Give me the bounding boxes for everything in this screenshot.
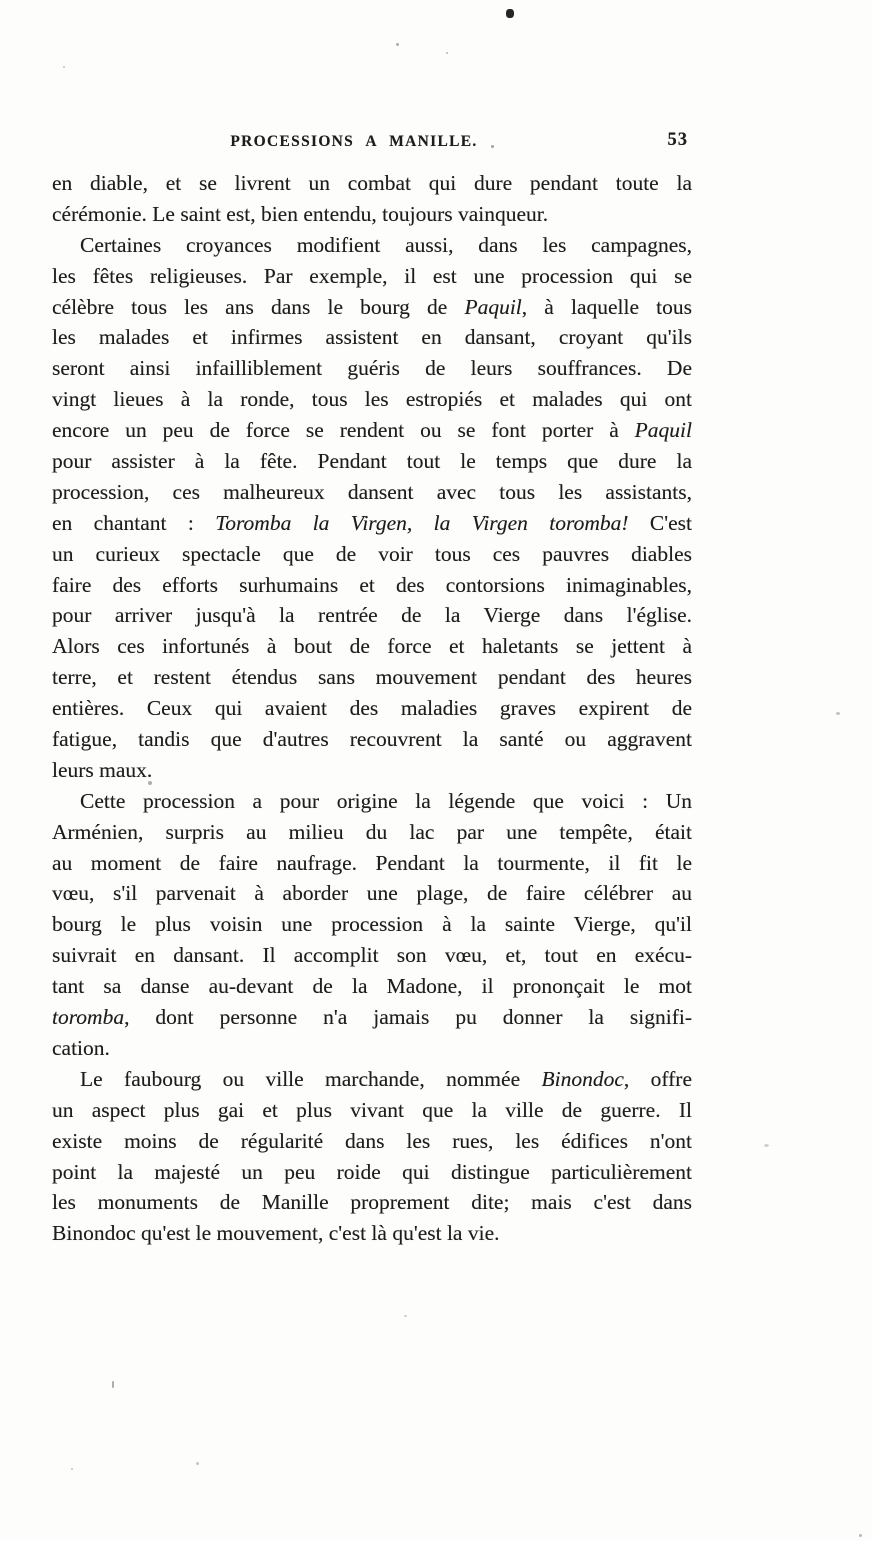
- text-segment: pour arriver jusqu'à la rentrée de la Vierge dans l'église.: [52, 603, 692, 628]
- text-segment: les monuments de Manille proprement dite; mais c'est dans: [52, 1190, 692, 1215]
- text-line: [52, 415, 692, 446]
- text-line: [52, 477, 692, 508]
- text-line: [52, 1126, 692, 1157]
- scan-speck: [836, 712, 840, 715]
- text-line: [52, 322, 692, 353]
- page-body: [52, 168, 692, 1249]
- text-segment: un curieux spectacle que de voir tous ces pauvres diables: [52, 541, 692, 566]
- text-segment: pour assister à la fête. Pendant tout le temps que dure la: [52, 449, 692, 474]
- text-segment: célèbre tous les ans dans le bourg de: [52, 294, 465, 319]
- scan-speck: [396, 43, 399, 46]
- scan-speck: [112, 1381, 114, 1388]
- text-segment: vingt lieues à la ronde, tous les estropiés et malades qui ont: [52, 387, 692, 412]
- text-segment: Binondoc qu'est le mouvement, c'est là qu'est la vie.: [52, 1221, 500, 1246]
- scan-speck: [764, 1144, 769, 1147]
- scan-speck: [71, 1468, 73, 1470]
- text-segment: bourg le plus voisin une procession à la sainte Vierge, qu'il: [52, 912, 692, 937]
- text-line: [52, 631, 692, 662]
- text-line: [52, 199, 692, 230]
- text-line: [52, 1033, 692, 1064]
- italic-text: Paquil: [634, 418, 692, 443]
- text-line: [52, 1218, 692, 1249]
- text-line: [52, 940, 692, 971]
- text-segment: , offre: [623, 1066, 692, 1091]
- text-line: [52, 724, 692, 755]
- text-line: [52, 230, 692, 261]
- text-segment: vœu, s'il parvenait à aborder une plage, de faire célébrer au: [52, 881, 692, 906]
- scan-speck: [491, 145, 494, 148]
- text-line: [52, 693, 692, 724]
- text-line: [52, 353, 692, 384]
- text-line: [52, 1187, 692, 1218]
- text-segment: leurs maux.: [52, 757, 153, 782]
- scan-speck: [506, 9, 514, 18]
- text-segment: point la majesté un peu roide qui distingue particulièrement: [52, 1159, 692, 1184]
- text-segment: suivrait en dansant. Il accomplit son vœu, et, tout en exécu-: [52, 943, 692, 968]
- italic-text: Binondoc: [541, 1066, 624, 1091]
- text-line: [52, 971, 692, 1002]
- text-line: [52, 786, 692, 817]
- text-segment: cation.: [52, 1035, 110, 1060]
- italic-text: Paquil: [464, 294, 522, 319]
- paragraph: [52, 786, 692, 1064]
- text-line: [52, 261, 692, 292]
- text-segment: Arménien, surpris au milieu du lac par une tempête, était: [52, 819, 692, 844]
- text-segment: fatigue, tandis que d'autres recouvrent la santé ou aggravent: [52, 727, 692, 752]
- text-segment: les malades et infirmes assistent en dansant, croyant qu'ils: [52, 325, 692, 350]
- scan-speck: [148, 781, 152, 785]
- text-line: [52, 1002, 692, 1033]
- text-segment: C'est: [628, 510, 692, 535]
- text-segment: Alors ces infortunés à bout de force et haletants se jettent à: [52, 634, 692, 659]
- scan-speck: [446, 52, 448, 54]
- text-line: [52, 817, 692, 848]
- text-line: [52, 508, 692, 539]
- text-segment: encore un peu de force se rendent ou se font porter à: [52, 418, 635, 443]
- paragraph: [52, 168, 692, 230]
- text-line: [52, 848, 692, 879]
- text-segment: existe moins de régularité dans les rues, les édifices n'ont: [52, 1128, 692, 1153]
- text-line: [52, 600, 692, 631]
- text-line: [52, 909, 692, 940]
- text-line: [52, 878, 692, 909]
- text-line: [52, 539, 692, 570]
- text-segment: les fêtes religieuses. Par exemple, il est une procession qui se: [52, 263, 692, 288]
- text-line: [52, 662, 692, 693]
- text-segment: , dont personne n'a jamais pu donner la signifi-: [124, 1005, 692, 1030]
- text-segment: au moment de faire naufrage. Pendant la tourmente, il fit le: [52, 850, 692, 875]
- text-line: [52, 168, 692, 199]
- italic-text: Toromba la Virgen, la Virgen toromba!: [215, 510, 629, 535]
- text-line: [52, 1064, 692, 1095]
- text-line: [52, 446, 692, 477]
- text-segment: , à laquelle tous: [521, 294, 692, 319]
- scan-speck: [196, 1462, 199, 1465]
- text-line: [52, 384, 692, 415]
- text-line: [52, 1095, 692, 1126]
- paragraph: [52, 230, 692, 786]
- page-number: 53: [667, 130, 688, 150]
- text-line: [52, 292, 692, 323]
- text-segment: Cette procession a pour origine la légende que voici : Un: [80, 788, 692, 813]
- text-segment: seront ainsi infailliblement guéris de leurs souffrances. De: [52, 356, 692, 381]
- text-segment: faire des efforts surhumains et des contorsions inimaginables,: [52, 572, 692, 597]
- scan-speck: [63, 66, 65, 68]
- text-segment: en chantant :: [52, 510, 216, 535]
- paragraph: [52, 1064, 692, 1249]
- page-header: [52, 130, 692, 163]
- text-segment: entières. Ceux qui avaient des maladies graves expirent de: [52, 696, 692, 721]
- text-segment: cérémonie. Le saint est, bien entendu, toujours vainqueur.: [52, 201, 549, 226]
- text-segment: procession, ces malheureux dansent avec tous les assistants,: [52, 479, 692, 504]
- scan-speck: [859, 1534, 862, 1537]
- text-segment: Certaines croyances modifient aussi, dans les campagnes,: [80, 232, 692, 257]
- text-segment: tant sa danse au-devant de la Madone, il prononçait le mot: [52, 974, 692, 999]
- running-title: PROCESSIONS A MANILLE.: [230, 133, 478, 150]
- scan-speck: [404, 1315, 407, 1317]
- text-line: [52, 1157, 692, 1188]
- italic-text: toromba: [52, 1005, 125, 1030]
- text-segment: en diable, et se livrent un combat qui dure pendant toute la: [52, 171, 692, 195]
- text-line: [52, 570, 692, 601]
- text-segment: Le faubourg ou ville marchande, nommée: [80, 1066, 542, 1091]
- text-segment: terre, et restent étendus sans mouvement pendant des heures: [52, 665, 692, 690]
- text-segment: un aspect plus gai et plus vivant que la ville de guerre. Il: [52, 1097, 692, 1122]
